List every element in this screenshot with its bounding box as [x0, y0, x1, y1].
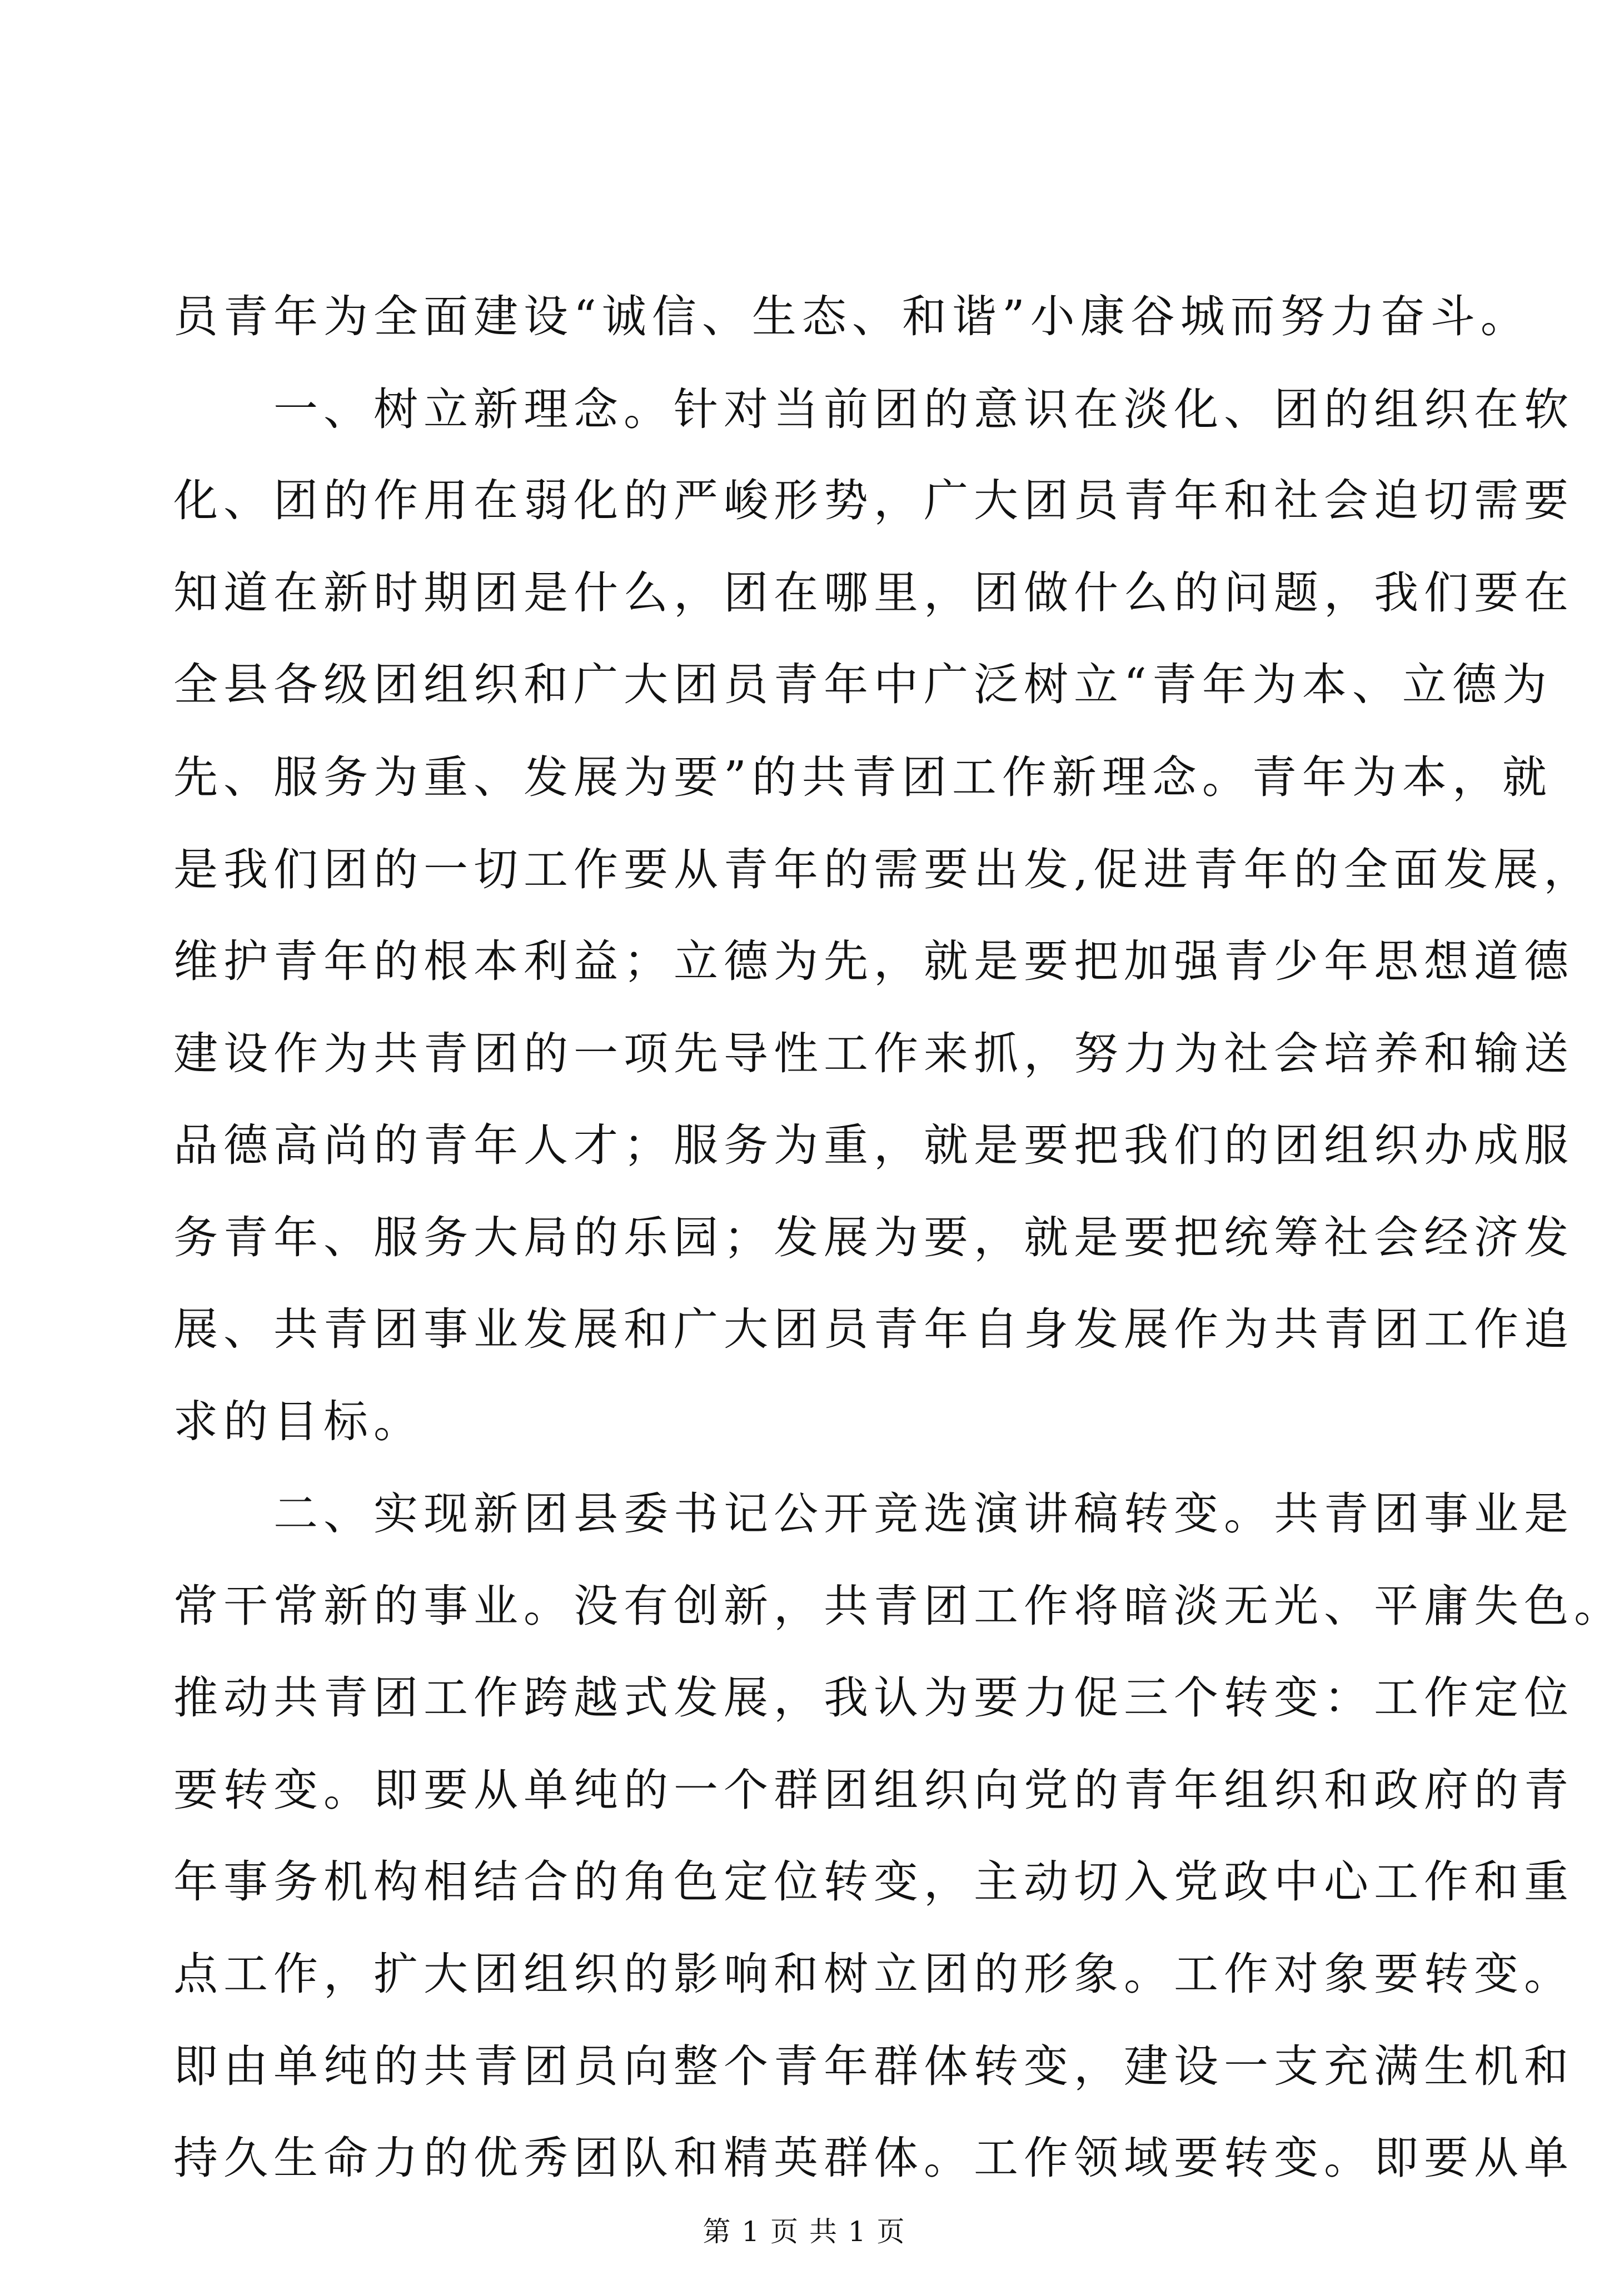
- text-line: 展、共青团事业发展和广大团员青年自身发展作为共青团工作追: [173, 1303, 1574, 1355]
- text-line: 常干常新的事业。没有创新，共青团工作将暗淡无光、平庸失色。: [173, 1580, 1624, 1632]
- text-line: 二、实现新团县委书记公开竞选演讲稿转变。共青团事业是: [173, 1488, 1574, 1540]
- page-number-footer: 第 1 页 共 1 页: [703, 2216, 906, 2248]
- text-line: 建设作为共青团的一项先导性工作来抓，努力为社会培养和输送: [173, 1028, 1574, 1079]
- text-line: 品德高尚的青年人才；服务为重，就是要把我们的团组织办成服: [173, 1119, 1574, 1171]
- text-line: 维护青年的根本利益；立德为先，就是要把加强青少年思想道德: [173, 935, 1574, 987]
- text-line: 年事务机构相结合的角色定位转变，主动切入党政中心工作和重: [173, 1856, 1574, 1908]
- text-line: 一、树立新理念。针对当前团的意识在淡化、团的组织在软: [173, 384, 1574, 435]
- text-line: 点工作，扩大团组织的影响和树立团的形象。工作对象要转变。: [173, 1948, 1574, 2000]
- text-line: 员青年为全面建设“诚信、生态、和谐”小康谷城而努力奋斗。: [173, 291, 1531, 342]
- text-line: 务青年、服务大局的乐园；发展为要，就是要把统筹社会经济发: [173, 1212, 1574, 1263]
- text-line: 推动共青团工作跨越式发展，我认为要力促三个转变：工作定位: [173, 1672, 1574, 1724]
- text-line: 求的目标。: [173, 1396, 424, 1447]
- text-line: 是我们团的一切工作要从青年的需要出发,促进青年的全面发展，: [173, 844, 1594, 895]
- text-line: 知道在新时期团是什么，团在哪里，团做什么的问题，我们要在: [173, 567, 1574, 619]
- text-line: 即由单纯的共青团员向整个青年群体转变，建设一支充满生机和: [173, 2040, 1574, 2092]
- text-line: 化、团的作用在弱化的严峻形势，广大团员青年和社会迫切需要: [173, 475, 1574, 526]
- text-line: 要转变。即要从单纯的一个群团组织向党的青年组织和政府的青: [173, 1764, 1574, 1816]
- text-line: 持久生命力的优秀团队和精英群体。工作领域要转变。即要从单: [173, 2132, 1574, 2184]
- text-line: 全县各级团组织和广大团员青年中广泛树立“青年为本、立德为: [173, 659, 1552, 710]
- text-line: 先、服务为重、发展为要”的共青团工作新理念。青年为本，就: [173, 751, 1552, 803]
